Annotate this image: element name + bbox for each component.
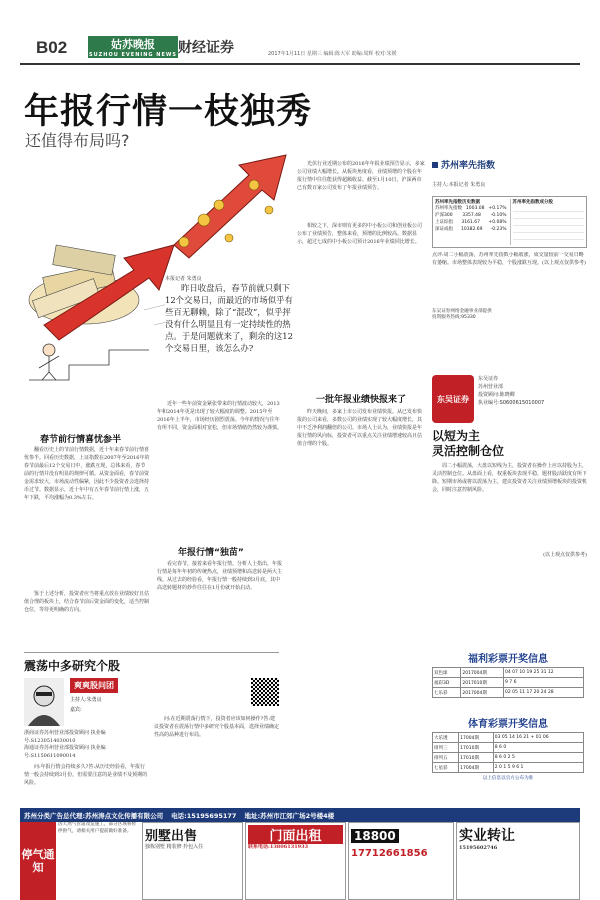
lottery-cell: 福彩3D (433, 678, 461, 688)
issue-meta: 2017年1月11日 星期三 编辑:陈大军 助编:周辉 校对:朱媛 (268, 51, 397, 57)
index-table-left-title: 苏州率先指数历史数据 (435, 200, 480, 205)
ads-row (20, 822, 580, 900)
lottery-cell: 9 7 6 (504, 678, 584, 688)
index-cell: 3161.67 (461, 220, 481, 225)
lead-author: 本报记者 朱勇良 (165, 276, 202, 282)
index-cell: 上证综指 (435, 220, 453, 225)
stock-column-meta (70, 678, 118, 726)
lottery-cell: 2 0 1 5 9 6 1 (493, 763, 583, 773)
column-disclaimer: (以上观点仅供参考) (543, 552, 587, 558)
lottery-cell: 2017010期 (461, 678, 504, 688)
lottery-row (433, 753, 584, 763)
lottery-row (433, 763, 584, 773)
column-branch: 苏州营业部 (478, 384, 504, 390)
lottery-row (433, 678, 584, 688)
index-row (435, 205, 507, 212)
ads-agency-bar (20, 808, 580, 822)
index-box (432, 158, 587, 320)
classified-ads (20, 808, 580, 900)
main-subheadline: 还值得布局吗? (25, 131, 130, 150)
lottery-row (433, 688, 584, 698)
paper-name: 姑苏晚报 (111, 38, 155, 51)
section-title: 财经证券 (178, 40, 234, 56)
lottery-welfare (432, 650, 584, 698)
article-right-mid: 相较之下，深市则有更多的中小板公司和创业板公司公布了业绩预告，整体来看，预增的比例较高。数据显示，超过七成的中小板公司预计2016年业绩同比增长。 (297, 223, 423, 245)
index-cell: 10382.69 (461, 227, 483, 232)
index-row (435, 212, 507, 219)
lottery-row (433, 733, 584, 743)
header-divider (20, 63, 580, 65)
index-cell: -0.23% (490, 227, 507, 232)
article-batch: 昨天晚间，多家上市公司发布业绩快报。从已发布快报的公司来看，多数公司的业绩实现了较大幅度增长，其中不乏净利润翻倍的公司。市场人士认为，业绩快报是年报行情的风向标，投资者可以重点关注业绩增速较高且估值合理的个股。 (297, 409, 423, 447)
ad-gas (20, 822, 140, 900)
subhead-spring: 春节前行情喜忧参半 (40, 435, 122, 445)
lottery-cell: 17010期 (459, 743, 494, 753)
main-headline: 年报行情一枝独秀 (24, 92, 313, 132)
ad-villa-body: 独栋别墅 精装修 拎包入住 (145, 844, 204, 850)
index-cell: 沪深300 (435, 213, 453, 218)
column-advisor: 投资顾问:陈晓卿 (478, 392, 515, 398)
ad-transfer-phone: 15195602746 (459, 845, 498, 851)
lottery-cell: 02 05 11 17 20 24 28 (504, 688, 584, 698)
stock-column-guest: 嘉宾: (70, 707, 82, 713)
paper-name-en: SUZHOU EVENING NEWS (88, 52, 177, 58)
column-logo-text: 东吴证券 (437, 394, 469, 404)
index-box-author: 主持人:本报记者 朱勇良 (432, 182, 486, 188)
index-table-left (435, 199, 507, 245)
index-box-title: 苏州率先指数 (441, 161, 496, 171)
index-cell: -0.10% (490, 213, 507, 218)
ad-transfer (456, 822, 580, 900)
qr-code-icon (251, 678, 279, 706)
sport-title: 体育彩票开奖信息 (468, 719, 548, 730)
square-icon (432, 162, 438, 168)
lottery-cell: 2017004期 (461, 688, 504, 698)
host-portrait (24, 678, 64, 726)
lottery-cell: 03 05 14 16 21 + 01 06 (493, 733, 583, 743)
lottery-cell: 排列三 (433, 743, 459, 753)
lottery-cell: 17010期 (459, 753, 494, 763)
article-annual: 看完春节，接着来看年报行情。分析人士指出，年报行情是每年年初的传统热点，业绩预增和高送转是两大主线。从过去的经验看，年报行情一般持续到3月底，其中高送转题材的炒作往往在1月份就开始启动。 (157, 561, 282, 591)
ad-hotline (348, 822, 454, 900)
index-table (432, 196, 587, 248)
lottery-cell: 七星彩 (433, 763, 459, 773)
lottery-cell: 04 07 10 19 25 31 12 (504, 668, 584, 678)
stock-qa: 问:在近期震荡行情下，投资者应该如何操作?答:建议投资者在震荡行情中多研究个股基本面，选择业绩确定性高的品种进行布局。 (154, 716, 279, 738)
ad-hotline-number: 18800 (351, 829, 399, 843)
paper-logo (88, 36, 178, 58)
index-cell: 深证成指 (435, 227, 453, 232)
index-rows (435, 205, 507, 233)
ads-phone: 电话:15195695177 (171, 811, 237, 820)
stock-column (24, 652, 279, 803)
stock-qa2: 问:年报行情会持续多久?答:从历史经验看，年报行情一般会持续到3月份，但需要注意的是业绩不及预期的风险。 (24, 764, 148, 786)
index-cell: 苏州率先指数 (435, 206, 462, 211)
lottery-cell: 8 6 0 2 5 (493, 753, 583, 763)
lead-box (165, 275, 295, 395)
stock-column-host: 主持人:朱勇良 (70, 697, 102, 703)
ad-gas-title: 停气通知 (20, 822, 56, 900)
index-hotline: 投资服务热线:95330 (432, 315, 476, 320)
article-col2: 近年一些年前资金紧张带来的行情波动较大，2013年和2014年更是出现了较大幅度的调整。2015年至2016年上半年，市场经历剧烈震荡。今年的情况与往年有所不同，资金面相对宽松，但市场情绪仍然较为谨慎。 (157, 401, 282, 431)
ad-gas-body: 因天然气管道改造施工，部分区域将暂停供气，请相关用户提前做好准备。 (58, 822, 137, 834)
ad-transfer-title: 实业转让 (459, 828, 515, 844)
lottery-cell: 七乐彩 (433, 688, 461, 698)
subhead-annual: 年报行情“独苗” (178, 548, 244, 558)
article-spring: 翻看历史上的节前行情数据，近十年来春节前行情喜忧参半。回看历史数据，上证指数在2007年至2016年的春节前最后12个交易日中，涨跌互现，总体来看，春节前的行情并没有明显的规律可循。从资金面看，春节前资金需求较大，市场流动性偏紧，因此不少投资者会选择持币过节。数据显示，近十年中有五年春节前行情上涨，五年下跌，平均涨幅为0.3%左右。 (24, 447, 150, 501)
ads-address: 地址:苏州市江郊广场2号楼4楼 (244, 811, 335, 820)
ad-shop-title: 门面出租 (248, 825, 343, 844)
column-box (432, 375, 587, 560)
stock-guest-1: 浙商证券苏州营业部投资顾问 执业编号:S1230514030010 (24, 730, 106, 744)
column-brand: 东吴证券 (478, 376, 499, 382)
lottery-row (433, 668, 584, 678)
column-info (478, 375, 544, 423)
stock-column-tag: 爽爽股问团 (70, 678, 118, 693)
lottery-cell: 8 6 0 (493, 743, 583, 753)
lottery-sport (432, 715, 584, 781)
lottery-cell: 17004期 (459, 763, 494, 773)
index-company: 东吴证券网络金融事业部提供 (432, 309, 492, 314)
index-box-header (432, 158, 587, 171)
lottery-cell: 大乐透 (433, 733, 459, 743)
index-row (435, 226, 507, 233)
ad-shop-phone: 联系电话:13806131933 (248, 844, 309, 850)
ad-shop (245, 822, 346, 900)
lottery-note: 以上信息以官方公布为准 (482, 776, 534, 781)
article-top: 鉴于上述分析，投资者应当将重点放在业绩较好且估值合理的板块上，结合春节前后资金面的变化，适当控制仓位，等待更明确的方向。 (24, 591, 150, 613)
index-table-right-title: 苏州率先指数成分股 (512, 200, 553, 205)
lottery-cell: 17004期 (459, 733, 494, 743)
ads-agency: 苏州分类广告总代理:苏州涛点文化传播有限公司 (24, 811, 164, 820)
column-logo (432, 375, 474, 423)
sport-table (432, 732, 584, 773)
index-cell: +0.17% (488, 206, 507, 211)
index-note: 点评:周二小幅震荡，苏州率先指数小幅收涨，成交量较前一交易日略有萎缩。市场整体表现较为平稳，个股涨跌互现。(以上观点仅供参考) (432, 252, 586, 266)
ad-villa (142, 822, 243, 900)
welfare-title: 福利彩票开奖信息 (468, 654, 548, 665)
column-body: 周二小幅震荡，大盘以短线为主，投资者在操作上应以持股为主，灵活控制仓位。从盘面上看，权重板块表现平稳，题材股活跃度有所下降。短期市场或将以震荡为主，建议投资者关注业绩预增板块的投资机会，同时注意控制风险。 (432, 463, 587, 493)
subhead-batch: 一批年报业绩快报来了 (316, 395, 407, 405)
page-number: B02 (36, 38, 68, 57)
stock-column-title: 震荡中多研究个股 (24, 659, 121, 673)
lottery-cell: 2017004期 (461, 668, 504, 678)
welfare-table (432, 667, 584, 698)
stock-guest-2: 海通证券苏州营业部投资顾问 执业编号:S1150611090014 (24, 745, 106, 759)
index-row (435, 219, 507, 226)
ad-hotline-2: 17712661856 (351, 848, 428, 859)
lottery-row (433, 743, 584, 753)
column-title: 以短为主 灵活控制仓位 (432, 429, 505, 458)
index-cell: 1003.08 (465, 206, 485, 211)
column-box-header (432, 375, 587, 423)
index-cell: +0.08% (488, 220, 507, 225)
lead-body: 昨日收盘后，春节前就只剩下12个交易日，而最近的市场似乎有些百无聊赖，除了“混改”，似乎抨没有什么明显且有一定持续性的热点。于是问题就来了，剩余的这12个交易日里，该怎么办? (165, 283, 293, 353)
lottery-cell: 排列五 (433, 753, 459, 763)
lottery-cell: 双色球 (433, 668, 461, 678)
index-cell: 3357.48 (462, 213, 481, 218)
column-code: 执业编号:S0600615010007 (478, 400, 545, 406)
ad-villa-title: 别墅出售 (145, 829, 198, 844)
index-table-right (510, 199, 585, 245)
article-right-top: 光伏行业近期公布的2016年年报业绩预告显示，多家公司业绩大幅增长。从板块角度看，业绩预增的个股在年报行情中往往能获得超额收益。截至1月10日，沪深两市已有数百家公司发布了年报业绩预告。 (297, 161, 425, 191)
index-components-grid (513, 205, 585, 245)
